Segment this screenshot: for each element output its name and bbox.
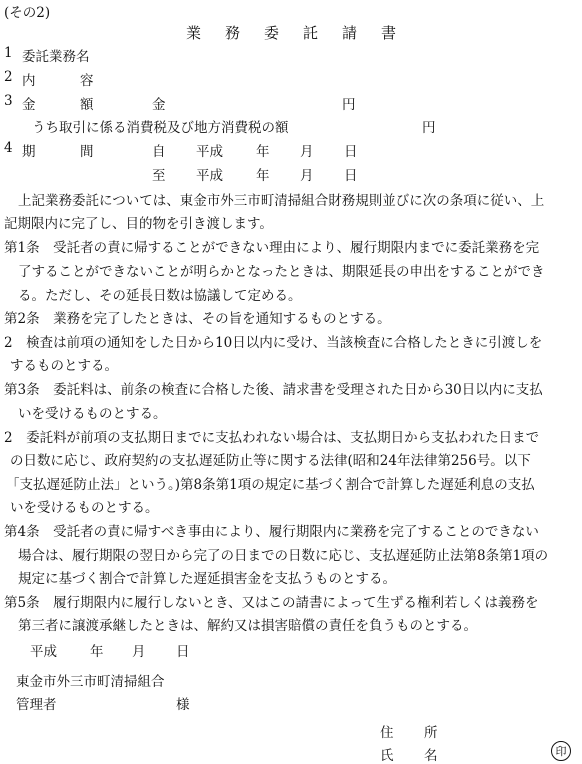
organization-name: 東金市外三市町清掃組合 bbox=[16, 674, 165, 690]
month-label: 月 bbox=[132, 644, 146, 660]
article-3-clause-2-line: 「支払遅延防止法」という。)第8条第1項の規定に基づく割合で計算した遅延利息の支払 bbox=[6, 477, 535, 493]
article-3-clause-2-line: 2 委託料が前項の支払期日までに支払われない場合は、支払期日から支払われた日まで bbox=[4, 430, 540, 446]
day-label: 日 bbox=[344, 144, 358, 160]
article-1-line: 了することができないことが明らかとなったときは、期限延長の申出をすることができ bbox=[18, 264, 545, 280]
honorific: 様 bbox=[176, 697, 190, 713]
article-3-line: いを受けるものとする。 bbox=[18, 406, 167, 422]
to-label: 至 bbox=[152, 168, 166, 184]
amount-prefix: 金 bbox=[152, 97, 166, 113]
seal-mark: 印 bbox=[551, 741, 571, 761]
item-number: 4 bbox=[4, 140, 13, 156]
article-3-clause-2-line: いを受けるものとする。 bbox=[10, 500, 159, 516]
address-label: 住 bbox=[380, 725, 394, 741]
article-3-clause-2-line: の日数に応じ、政府契約の支払遅延防止等に関する法律(昭和24年法律第256号。以下 bbox=[10, 453, 531, 469]
article-1-line: る。ただし、その延長日数は協議して定める。 bbox=[18, 288, 302, 304]
intro-line: 上記業務委託については、東金市外三市町清掃組合財務規則並びに次の条項に従い、上 bbox=[18, 193, 545, 209]
article-3-line: 第3条 委託料は、前条の検査に合格した後、請求書を受理された日から30日以内に支払 bbox=[4, 382, 543, 398]
from-label: 自 bbox=[152, 144, 166, 160]
tax-label: うち取引に係る消費税及び地方消費税の額 bbox=[32, 120, 289, 136]
article-1-line: 第1条 受託者の責に帰することができない理由により、履行期限内までに委託業務を完 bbox=[4, 240, 540, 256]
article-5-line: 第三者に譲渡承継したときは、解約又は損害賠償の責任を負うものとする。 bbox=[18, 618, 477, 634]
address-label: 所 bbox=[424, 725, 438, 741]
tax-unit: 円 bbox=[422, 120, 436, 136]
article-5-line: 第5条 履行期限内に履行しないとき、又はこの請書によって生ずる権利若しくは義務を bbox=[4, 595, 539, 611]
item-label: 間 bbox=[80, 144, 94, 160]
item-label: 期 bbox=[22, 144, 36, 160]
day-label: 日 bbox=[344, 168, 358, 184]
era-label: 平成 bbox=[30, 644, 57, 660]
item-label: 金 bbox=[22, 97, 36, 113]
article-4-line: 第4条 受託者の責に帰すべき事由により、履行期限内に業務を完了することのできない bbox=[4, 524, 539, 540]
name-label: 氏 bbox=[380, 748, 394, 764]
month-label: 月 bbox=[300, 168, 314, 184]
article-4-line: 場合は、履行期限の翌日から完了の日までの日数に応じ、支払遅延防止法第8条第1項の bbox=[18, 548, 549, 564]
item-label: 委託業務名 bbox=[22, 49, 90, 65]
era-label: 平成 bbox=[196, 168, 223, 184]
item-number: 1 bbox=[4, 45, 13, 61]
day-label: 日 bbox=[176, 644, 190, 660]
item-label: 内 bbox=[22, 73, 36, 89]
item-label: 容 bbox=[80, 73, 94, 89]
era-label: 平成 bbox=[196, 144, 223, 160]
manager-label: 管理者 bbox=[16, 697, 57, 713]
item-number: 2 bbox=[4, 69, 13, 85]
item-number: 3 bbox=[4, 93, 13, 109]
month-label: 月 bbox=[300, 144, 314, 160]
amount-unit: 円 bbox=[342, 97, 356, 113]
year-label: 年 bbox=[256, 168, 270, 184]
article-2-line: 第2条 業務を完了したときは、その旨を通知するものとする。 bbox=[4, 311, 391, 327]
item-label: 額 bbox=[80, 97, 94, 113]
intro-line: 記期限内に完了し、目的物を引き渡します。 bbox=[4, 216, 273, 232]
document-title: 業務委託請書 bbox=[185, 24, 420, 42]
year-label: 年 bbox=[90, 644, 104, 660]
article-2-clause-2-line: 2 検査は前項の通知をした日から10日以内に受け、当該検査に合格したときに引渡しを bbox=[4, 335, 543, 351]
year-label: 年 bbox=[256, 144, 270, 160]
article-4-line: 規定に基づく割合で計算した遅延損害金を支払うものとする。 bbox=[18, 571, 396, 587]
page-label: (その2) bbox=[4, 5, 51, 21]
article-2-clause-2-line: するものとする。 bbox=[10, 358, 118, 374]
name-label: 名 bbox=[424, 748, 438, 764]
